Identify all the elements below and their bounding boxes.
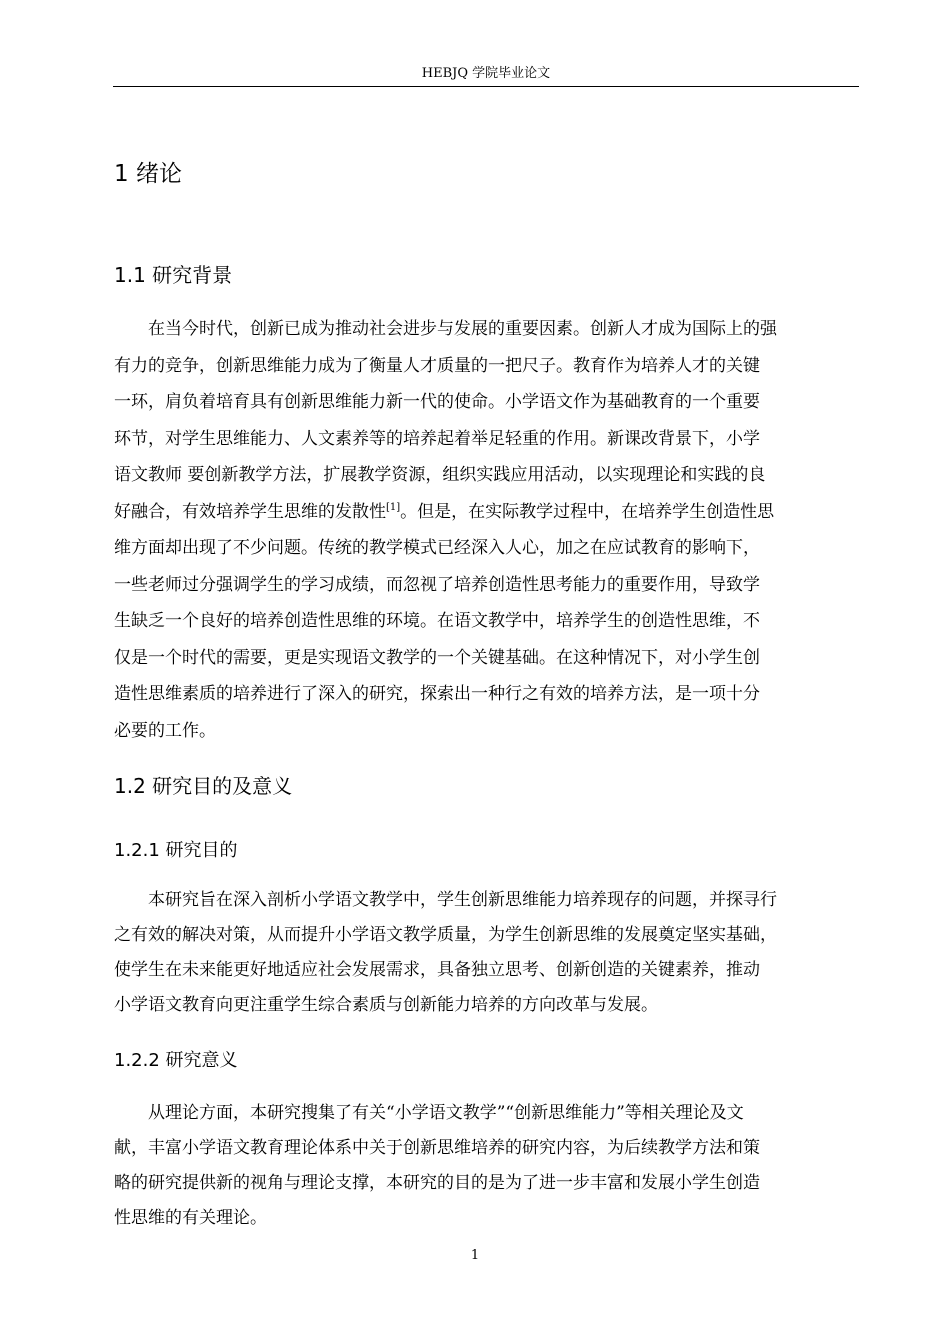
paragraph-research-significance — [114, 1096, 860, 1236]
text-line: 仅是一个时代的需要，更是实现语文教学的一个关键基础。在这种情况下，对小学生创 — [114, 647, 760, 668]
text-segment: 好融合，有效培养学生思维的发散性 — [114, 501, 386, 522]
text-line: 一些老师过分强调学生的学习成绩，而忽视了培养创造性思考能力的重要作用，导致学 — [114, 574, 760, 595]
paragraph-research-background — [114, 311, 860, 749]
text-line: 环节，对学生思维能力、人文素养等的培养起着举足轻重的作用。新课改背景下，小学 — [114, 428, 760, 449]
text-line: 小学语文教育向更注重学生综合素质与创新能力培养的方向改革与发展。 — [114, 995, 658, 1015]
text-line: 使学生在未来能更好地适应社会发展需求，具备独立思考、创新创造的关键素养，推动 — [114, 960, 760, 980]
text-line: 生缺乏一个良好的培养创造性思维的环境。在语文教学中，培养学生的创造性思维，不 — [114, 611, 760, 631]
text-line: 语文教师 要创新教学方法，扩展教学资源，组织实践应用活动，以实现理论和实践的良 — [114, 465, 766, 485]
paragraph-research-purpose — [114, 883, 860, 1023]
text-line: 之有效的解决对策，从而提升小学语文教学质量，为学生创新思维的发展奠定坚实基础， — [114, 925, 777, 945]
chapter-title: 1 绪论 — [114, 161, 182, 187]
section-heading-1-2-1: 1.2.1 研究目的 — [114, 840, 238, 861]
text-line: 必要的工作。 — [114, 720, 216, 741]
header-divider — [113, 86, 859, 87]
text-line: 一环，肩负着培育具有创新思维能力新一代的使命。小学语文作为基础教育的一个重要 — [114, 392, 760, 412]
page-number: 1 — [470, 1248, 480, 1263]
text-line: 略的研究提供新的视角与理论支撑，本研究的目的是为了进一步丰富和发展小学生创造 — [114, 1173, 760, 1193]
text-line: 有力的竞争，创新思维能力成为了衡量人才质量的一把尺子。教育作为培养人才的关键 — [114, 355, 760, 376]
text-segment: 。但是，在实际教学过程中，在培养学生创造性思 — [400, 501, 775, 522]
text-line: 造性思维素质的培养进行了深入的研究，探索出一种行之有效的培养方法，是一项十分 — [114, 684, 760, 704]
text-line: 本研究旨在深入剖析小学语文教学中，学生创新思维能力培养现存的问题，并探寻行 — [148, 890, 777, 910]
text-line: 从理论方面，本研究搜集了有关“小学语文教学”“创新思维能力”等相关理论及文 — [148, 1103, 744, 1123]
page-header: HEBJQ 学院毕业论文 — [421, 66, 551, 81]
section-heading-1-1: 1.1 研究背景 — [114, 263, 233, 287]
text-line: 性思维的有关理论。 — [114, 1208, 267, 1228]
text-line-with-citation — [114, 494, 860, 531]
text-line: 在当今时代，创新已成为推动社会进步与发展的重要因素。创新人才成为国际上的强 — [148, 319, 777, 339]
text-line: 献，丰富小学语文教育理论体系中关于创新思维培养的研究内容，为后续教学方法和策 — [114, 1138, 760, 1158]
section-heading-1-2: 1.2 研究目的及意义 — [114, 774, 293, 798]
citation-marker: [1] — [386, 501, 401, 513]
text-line: 维方面却出现了不少问题。传统的教学模式已经深入人心，加之在应试教育的影响下， — [114, 538, 760, 558]
section-heading-1-2-2: 1.2.2 研究意义 — [114, 1050, 238, 1071]
